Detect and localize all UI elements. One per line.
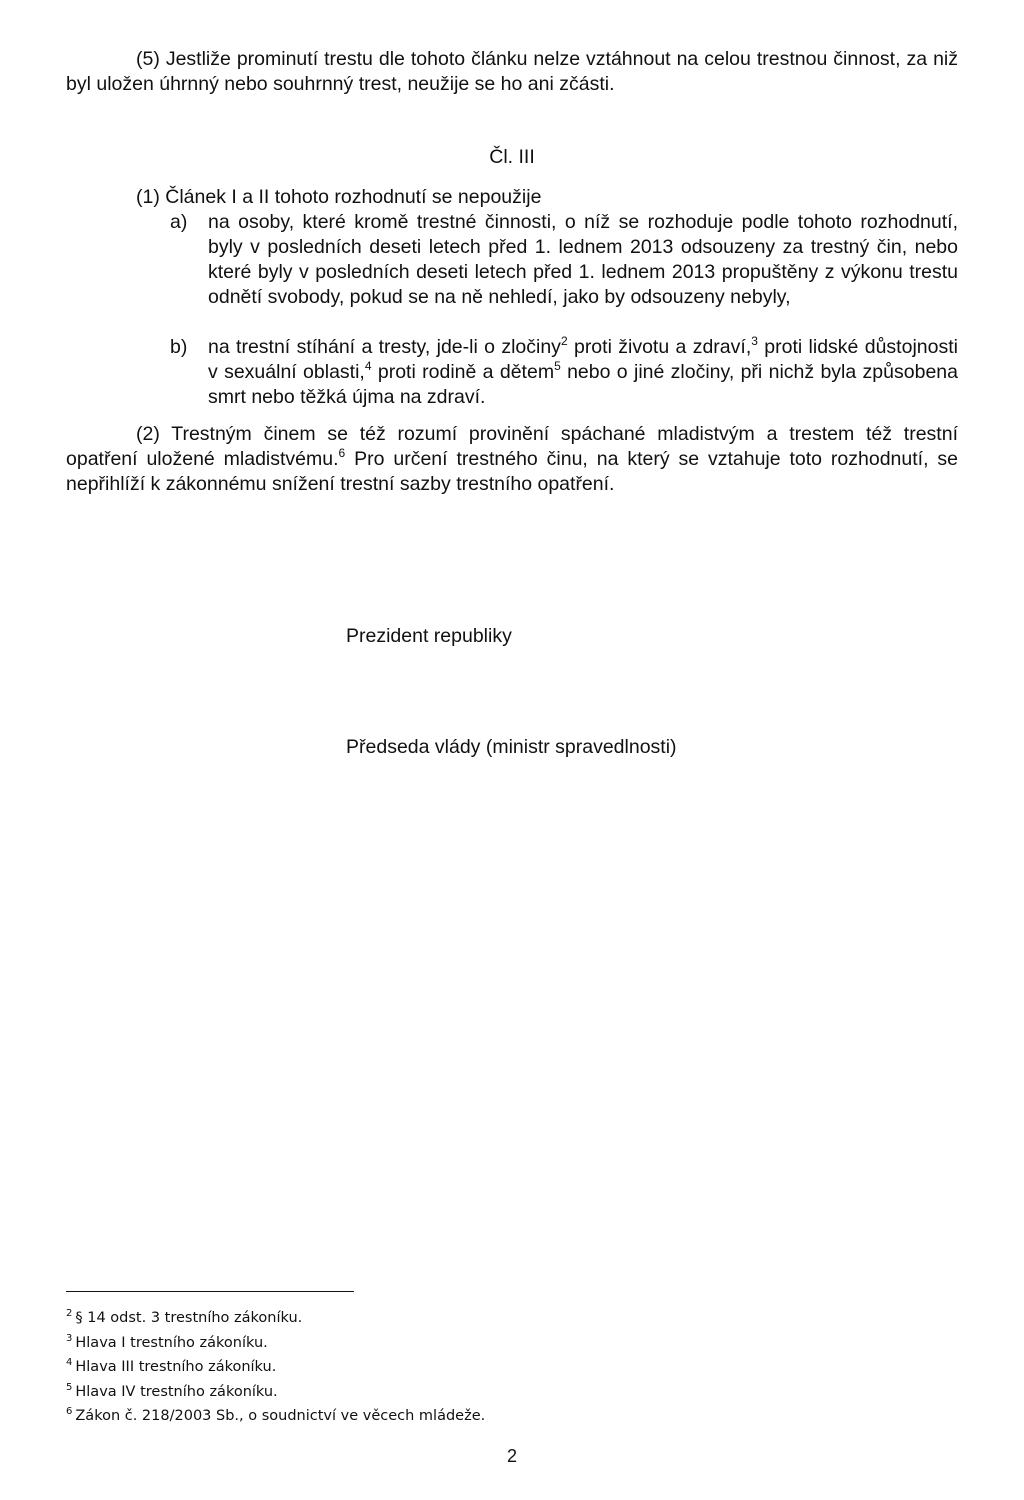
footnote-number: 6 <box>66 1406 73 1417</box>
signature-president: Prezident republiky <box>346 625 512 647</box>
footnote-item <box>66 1380 485 1405</box>
clause-2 <box>66 422 958 497</box>
footnote-ref: 2 <box>560 334 568 348</box>
list-item-b-text <box>208 335 958 410</box>
footnote-number: 3 <box>66 1332 73 1344</box>
footnote-ref: 6 <box>338 446 346 460</box>
item-b-text-part: proti rodině a dětem <box>371 361 555 383</box>
page-number: 2 <box>506 1446 517 1466</box>
footnote-text: Hlava I trestního zákoníku. <box>75 1334 268 1351</box>
footnotes-list <box>66 1306 485 1429</box>
list-marker-a: a) <box>170 211 188 233</box>
footnote-number: 2 <box>66 1308 73 1319</box>
footnote-separator <box>66 1291 354 1292</box>
clause-2-text-part: Pro určení trestného činu, na který se vztahuje toto rozhodnutí, se nepřihlíží k zákonnému snížení trestní sazby trestního opatření. <box>66 448 958 495</box>
list-item-a-text: na osoby, které kromě trestné činnosti, o níž se rozhoduje podle tohoto rozhodnutí, byly v posledních deseti letech před 1. lednem 2013 odsouzeny za trestný čin, nebo které byly v posledních deseti letech před 1. lednem 2013 propuštěny z výkonu trestu odnětí svobody, pokud se na ně nehledí, jako by odsouzeny nebyly, <box>208 211 958 308</box>
footnote-item <box>66 1404 485 1429</box>
footnote-item <box>66 1306 485 1331</box>
list-item-b <box>170 335 958 410</box>
clause-2-text-part: (2) Trestným činem se též rozumí provinění spáchané mladistvým a trestem též trestní opatření uložené mladistvému. <box>66 423 958 470</box>
item-b-text-part: proti životu a zdraví, <box>567 336 752 358</box>
footnote-text: § 14 odst. 3 trestního zákoníku. <box>75 1310 303 1326</box>
footnote-text: Zákon č. 218/2003 Sb., o soudnictví ve věcech mládeže. <box>75 1408 486 1424</box>
footnote-text: Hlava III trestního zákoníku. <box>75 1359 277 1375</box>
footnote-item <box>66 1355 485 1380</box>
list-marker-b: b) <box>170 336 188 358</box>
item-b-text-part: na trestní stíhání a tresty, jde-li o zločiny <box>208 336 561 358</box>
list-item-a <box>170 210 958 310</box>
item-b-text-part: proti lidské důstojnosti v sexuální oblasti, <box>208 336 958 383</box>
footnote-item <box>66 1331 485 1356</box>
item-b-text-part: nebo o jiné zločiny, při nichž byla způsobena smrt nebo těžká újma na zdraví. <box>208 361 958 408</box>
footnote-ref: 4 <box>364 359 372 373</box>
footnote-text: Hlava IV trestního zákoníku. <box>75 1383 278 1400</box>
clause-1-lead: (1) Článek I a II tohoto rozhodnutí se nepoužije <box>136 186 542 208</box>
signature-prime-minister: Předseda vlády (ministr spravedlnosti) <box>346 736 677 758</box>
footnote-number: 4 <box>66 1357 73 1368</box>
paragraph-5: (5) Jestliže prominutí trestu dle tohoto článku nelze vztáhnout na celou trestnou činnost, za niž byl uložen úhrnný nebo souhrnný trest, neužije se ho ani zčásti. <box>66 48 958 95</box>
footnote-number: 5 <box>66 1381 73 1393</box>
footnote-ref: 5 <box>554 359 561 373</box>
article-heading: Čl. III <box>489 146 535 168</box>
footnote-ref: 3 <box>751 334 758 348</box>
